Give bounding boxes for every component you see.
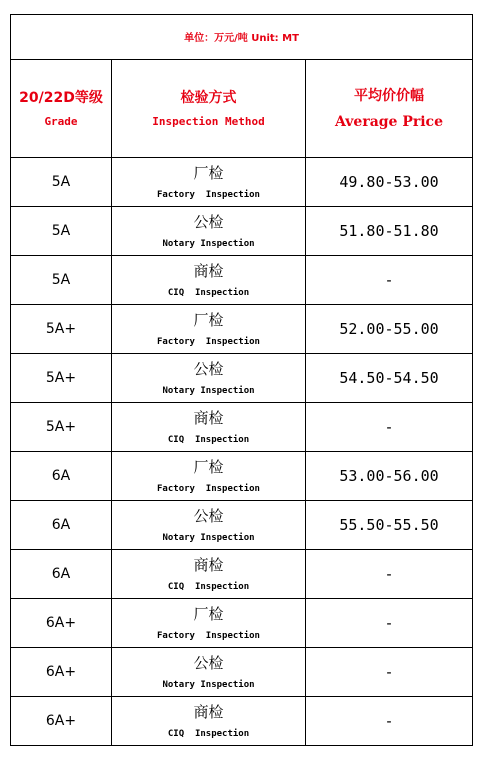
price-header-en: Average Price bbox=[334, 113, 443, 130]
method-en: CIQ Inspection bbox=[167, 582, 250, 592]
method-en: Factory Inspection bbox=[157, 484, 260, 494]
method-cell bbox=[112, 305, 306, 354]
method-zh: 厂检 bbox=[193, 311, 224, 329]
grade-header-zh: 20/22D等级 bbox=[19, 89, 103, 106]
table-row bbox=[11, 354, 473, 403]
method-zh: 商检 bbox=[193, 556, 224, 574]
grade-cell bbox=[11, 305, 112, 354]
table-row bbox=[11, 648, 473, 697]
grade-value: 6A bbox=[51, 517, 71, 533]
table-row bbox=[11, 550, 473, 599]
grade-value: 6A+ bbox=[45, 615, 77, 631]
method-en: Factory Inspection bbox=[157, 631, 260, 641]
header-row bbox=[11, 60, 473, 158]
price-value: - bbox=[384, 613, 394, 632]
grade-cell bbox=[11, 403, 112, 452]
table-row bbox=[11, 305, 473, 354]
method-en: CIQ Inspection bbox=[167, 435, 250, 445]
method-cell bbox=[112, 158, 306, 207]
method-header bbox=[112, 60, 306, 158]
method-cell bbox=[112, 550, 306, 599]
method-cell bbox=[112, 403, 306, 452]
method-cell bbox=[112, 354, 306, 403]
price-value: - bbox=[384, 662, 394, 681]
method-en: Notary Inspection bbox=[162, 239, 255, 249]
grade-value: 6A bbox=[51, 468, 71, 484]
table-row bbox=[11, 256, 473, 305]
grade-cell bbox=[11, 550, 112, 599]
table-row bbox=[11, 158, 473, 207]
method-en: Notary Inspection bbox=[162, 680, 255, 690]
price-cell bbox=[306, 648, 473, 697]
price-cell bbox=[306, 207, 473, 256]
method-cell bbox=[112, 599, 306, 648]
grade-value: 6A bbox=[51, 566, 71, 582]
method-en: Factory Inspection bbox=[157, 337, 260, 347]
grade-cell bbox=[11, 207, 112, 256]
grade-value: 5A bbox=[51, 272, 71, 288]
table-row bbox=[11, 501, 473, 550]
unit-row bbox=[11, 15, 473, 60]
price-value: 55.50-55.50 bbox=[339, 515, 439, 534]
method-en: Factory Inspection bbox=[157, 190, 260, 200]
grade-value: 5A bbox=[51, 223, 71, 239]
method-en: Notary Inspection bbox=[162, 533, 255, 543]
method-cell bbox=[112, 501, 306, 550]
method-en: CIQ Inspection bbox=[167, 288, 250, 298]
price-value: - bbox=[384, 417, 394, 436]
grade-header-en: Grade bbox=[44, 114, 78, 128]
grade-cell bbox=[11, 158, 112, 207]
grade-cell bbox=[11, 256, 112, 305]
price-cell bbox=[306, 305, 473, 354]
price-value: - bbox=[384, 711, 394, 730]
grade-value: 6A+ bbox=[45, 713, 77, 729]
method-en: CIQ Inspection bbox=[167, 729, 250, 739]
grade-value: 6A+ bbox=[45, 664, 77, 680]
table-row bbox=[11, 697, 473, 746]
price-value: - bbox=[384, 270, 394, 289]
method-en: Notary Inspection bbox=[162, 386, 255, 396]
grade-cell bbox=[11, 648, 112, 697]
grade-value: 5A+ bbox=[45, 370, 77, 386]
method-zh: 厂检 bbox=[193, 164, 224, 182]
grade-cell bbox=[11, 697, 112, 746]
price-value: 52.00-55.00 bbox=[339, 319, 439, 338]
price-header-zh: 平均价价幅 bbox=[354, 87, 424, 104]
unit-note: 单位：万元/吨 Unit: MT bbox=[184, 33, 299, 44]
price-table bbox=[10, 14, 473, 746]
price-value: 51.80-51.80 bbox=[339, 221, 439, 240]
price-value: 49.80-53.00 bbox=[339, 172, 439, 191]
price-cell bbox=[306, 697, 473, 746]
grade-cell bbox=[11, 452, 112, 501]
price-value: 54.50-54.50 bbox=[339, 368, 439, 387]
method-zh: 商检 bbox=[193, 409, 224, 427]
price-value: 53.00-56.00 bbox=[339, 466, 439, 485]
method-header-zh: 检验方式 bbox=[180, 89, 237, 106]
method-zh: 商检 bbox=[193, 703, 224, 721]
method-zh: 公检 bbox=[193, 507, 224, 525]
method-cell bbox=[112, 452, 306, 501]
grade-header bbox=[11, 60, 112, 158]
grade-cell bbox=[11, 354, 112, 403]
price-cell bbox=[306, 158, 473, 207]
grade-cell bbox=[11, 599, 112, 648]
method-zh: 厂检 bbox=[193, 605, 224, 623]
price-cell bbox=[306, 354, 473, 403]
price-cell bbox=[306, 599, 473, 648]
method-cell bbox=[112, 256, 306, 305]
price-cell bbox=[306, 256, 473, 305]
price-cell bbox=[306, 550, 473, 599]
unit-cell bbox=[11, 15, 473, 60]
price-header bbox=[306, 60, 473, 158]
method-zh: 公检 bbox=[193, 654, 224, 672]
price-cell bbox=[306, 452, 473, 501]
method-header-en: Inspection Method bbox=[152, 114, 265, 128]
table-row bbox=[11, 403, 473, 452]
price-value: - bbox=[384, 564, 394, 583]
method-zh: 公检 bbox=[193, 213, 224, 231]
price-cell bbox=[306, 501, 473, 550]
price-cell bbox=[306, 403, 473, 452]
method-cell bbox=[112, 207, 306, 256]
method-cell bbox=[112, 648, 306, 697]
method-zh: 厂检 bbox=[193, 458, 224, 476]
grade-value: 5A+ bbox=[45, 321, 77, 337]
method-zh: 公检 bbox=[193, 360, 224, 378]
table-row bbox=[11, 599, 473, 648]
table-row bbox=[11, 452, 473, 501]
method-cell bbox=[112, 697, 306, 746]
grade-value: 5A bbox=[51, 174, 71, 190]
grade-value: 5A+ bbox=[45, 419, 77, 435]
method-zh: 商检 bbox=[193, 262, 224, 280]
table-row bbox=[11, 207, 473, 256]
grade-cell bbox=[11, 501, 112, 550]
